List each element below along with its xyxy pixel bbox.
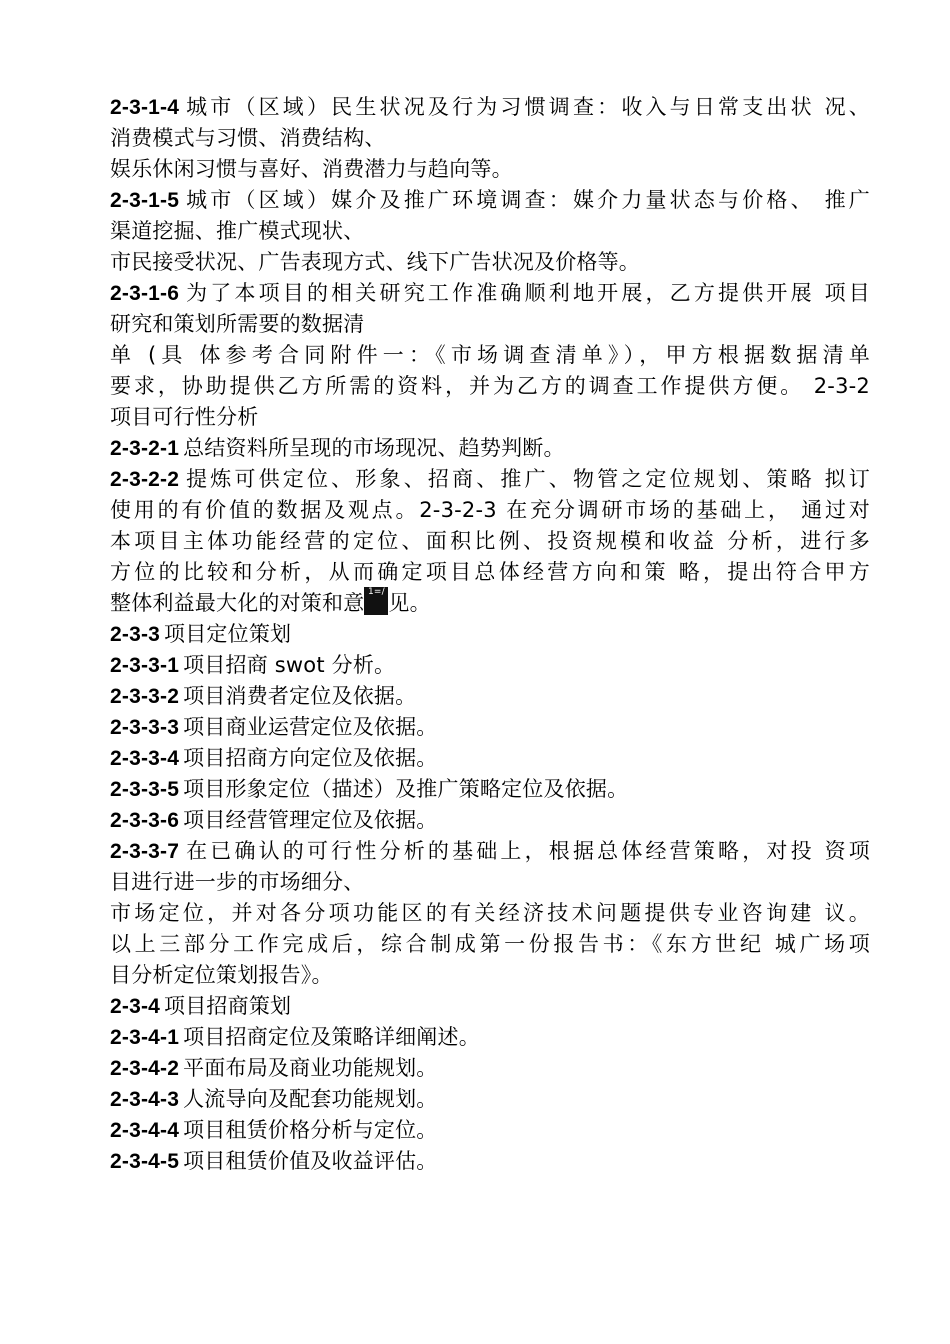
line-text: 在已确认的可行性分析的基础上，根据总体经营策略，对投 资项 [183, 839, 870, 863]
section-number: 2-3-3-4 [110, 747, 180, 770]
line-text: 人流导向及配套功能规划。 [183, 1087, 438, 1111]
document-line [110, 836, 870, 867]
document-line [110, 1053, 870, 1084]
document-line [110, 991, 870, 1022]
section-number: 2-3-4-1 [110, 1026, 180, 1049]
document-line [110, 805, 870, 836]
line-text: 项目招商策划 [164, 994, 292, 1018]
section-number: 2-3-3-7 [110, 840, 180, 863]
document-line [110, 681, 870, 712]
section-number: 2-3-3-1 [110, 654, 180, 677]
document-line [110, 743, 870, 774]
line-text: 以上三部分工作完成后，综合制成第一份报告书：《东方世纪 城广场项 [110, 932, 870, 956]
document-line [110, 216, 870, 247]
line-text: 整体利益最大化的对策和意 [110, 591, 365, 615]
document-line [110, 371, 870, 402]
line-text: 项目招商定位及策略详细阐述。 [183, 1025, 480, 1049]
document-line [110, 433, 870, 464]
line-text: 项目商业运营定位及依据。 [183, 715, 438, 739]
section-number: 2-3-4-5 [110, 1150, 180, 1173]
line-text: 项目形象定位（描述）及推广策略定位及依据。 [183, 777, 629, 801]
line-text: 要求，协助提供乙方所需的资料，并为乙方的调查工作提供方便。 2-3-2 [110, 374, 870, 398]
document-line [110, 526, 870, 557]
line-text: 方位的比较和分析，从而确定项目总体经营方向和策 略，提出符合甲方 [110, 560, 870, 584]
document-line [110, 154, 870, 185]
line-text: 单 (具 体参考合同附件一：《市场调查清单》），甲方根据数据清单 [110, 343, 870, 367]
section-number: 2-3-2-2 [110, 468, 180, 491]
document-line [110, 464, 870, 495]
line-text: 市民接受状况、广告表现方式、线下广告状况及价格等。 [110, 250, 640, 274]
document-line [110, 1084, 870, 1115]
document-page [110, 92, 870, 1177]
document-line [110, 92, 870, 123]
document-line [110, 495, 870, 526]
document-line [110, 1022, 870, 1053]
section-number: 2-3-2-1 [110, 437, 180, 460]
section-number: 2-3-4-2 [110, 1057, 180, 1080]
line-text: 市场定位，并对各分项功能区的有关经济技术问题提供专业咨询建 议。 [110, 901, 870, 925]
document-line [110, 278, 870, 309]
line-text: 城市（区域）媒介及推广环境调查：媒介力量状态与价格、 推广 [183, 188, 870, 212]
document-line [110, 712, 870, 743]
document-line [110, 960, 870, 991]
line-text: 渠道挖掘、推广模式现状、 [110, 219, 365, 243]
line-text: 提炼可供定位、形象、招商、推广、物管之定位规划、策略 拟订 [183, 467, 870, 491]
line-text: 目进行进一步的市场细分、 [110, 870, 365, 894]
document-line [110, 929, 870, 960]
section-number: 2-3-1-5 [110, 189, 180, 212]
section-number: 2-3-3-6 [110, 809, 180, 832]
document-line [110, 774, 870, 805]
line-text: 项目招商方向定位及依据。 [183, 746, 438, 770]
line-text: 平面布局及商业功能规划。 [183, 1056, 438, 1080]
document-line [110, 247, 870, 278]
document-line [110, 402, 870, 433]
line-text: 项目定位策划 [164, 622, 292, 646]
line-text: 娱乐休闲习惯与喜好、消费潜力与趋向等。 [110, 157, 513, 181]
line-text: 研究和策划所需要的数据清 [110, 312, 365, 336]
line-text: 消费模式与习惯、消费结构、 [110, 126, 386, 150]
document-line [110, 557, 870, 588]
document-line [110, 588, 870, 619]
section-number: 2-3-3 [110, 623, 161, 646]
section-number: 2-3-1-6 [110, 282, 180, 305]
document-line [110, 309, 870, 340]
line-text: 项目租赁价值及收益评估。 [183, 1149, 438, 1173]
line-text-tail: 见。 [388, 591, 431, 615]
document-line [110, 123, 870, 154]
document-line [110, 898, 870, 929]
line-text: 城市（区域）民生状况及行为习惯调查：收入与日常支出状 况、 [183, 95, 870, 119]
section-number: 2-3-4-4 [110, 1119, 180, 1142]
section-number: 2-3-3-2 [110, 685, 180, 708]
section-number: 2-3-1-4 [110, 96, 180, 119]
document-line [110, 619, 870, 650]
document-line [110, 867, 870, 898]
section-number: 2-3-4-3 [110, 1088, 180, 1111]
line-text: 项目租赁价格分析与定位。 [183, 1118, 438, 1142]
document-line [110, 1146, 870, 1177]
document-line [110, 650, 870, 681]
document-line [110, 185, 870, 216]
line-text: 项目消费者定位及依据。 [183, 684, 417, 708]
document-line [110, 1115, 870, 1146]
line-text: 总结资料所呈现的市场现况、趋势判断。 [183, 436, 565, 460]
document-line [110, 340, 870, 371]
section-number: 2-3-3-5 [110, 778, 180, 801]
page-marker-icon: 1=/ [364, 587, 388, 615]
section-number: 2-3-3-3 [110, 716, 180, 739]
section-number: 2-3-4 [110, 995, 161, 1018]
line-text: 项目经营管理定位及依据。 [183, 808, 438, 832]
line-text: 目分析定位策划报告》。 [110, 963, 333, 987]
line-text: 使用的有价值的数据及观点。2-3-2-3 在充分调研市场的基础上， 通过对 [110, 498, 870, 522]
line-text: 项目可行性分析 [110, 405, 259, 429]
line-text: 项目招商 swot 分析。 [183, 653, 396, 677]
line-text: 本项目主体功能经营的定位、面积比例、投资规模和收益 分析，进行多 [110, 529, 870, 553]
line-text: 为了本项目的相关研究工作准确顺利地开展，乙方提供开展 项目 [183, 281, 870, 305]
